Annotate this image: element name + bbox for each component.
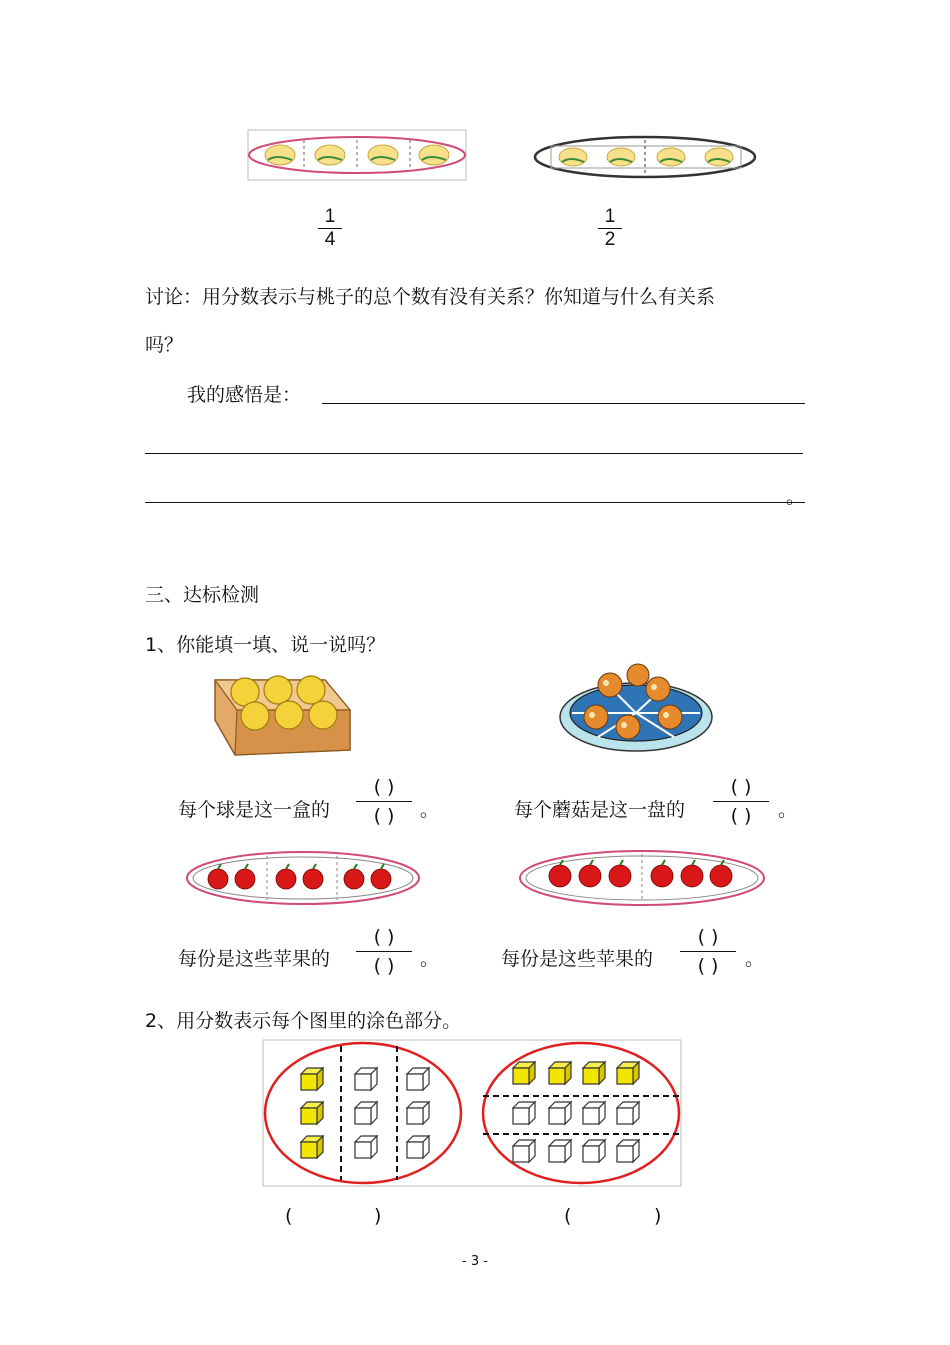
discussion-line-2: 吗？ <box>145 334 184 356</box>
blank-numerator[interactable]: ( ) <box>373 926 395 948</box>
peach-icon <box>368 145 398 165</box>
q1-item-apples-halves-end: 。 <box>745 948 765 970</box>
section-title: 三、达标检测 <box>145 584 260 606</box>
blank-denominator[interactable]: ( ) <box>730 805 752 827</box>
cube-icon <box>301 1136 323 1158</box>
reflection-answer-line-1[interactable] <box>322 403 805 404</box>
q1-item-apples-thirds-fraction[interactable] <box>356 925 412 978</box>
blank-numerator[interactable]: ( ) <box>373 776 395 798</box>
reflection-end-mark: 。 <box>786 486 806 508</box>
cube-icon <box>407 1068 429 1090</box>
cube-icon <box>301 1102 323 1124</box>
question-2: 2、用分数表示每个图里的涂色部分。 <box>145 1010 462 1032</box>
q1-item-ball-end: 。 <box>420 799 440 821</box>
peach-icon <box>607 148 635 166</box>
apple-icon <box>609 865 631 887</box>
reflection-answer-line-2[interactable] <box>145 453 803 454</box>
blank-denominator[interactable]: ( ) <box>373 805 395 827</box>
peach-icon <box>315 145 345 165</box>
blank-numerator[interactable]: ( ) <box>730 776 752 798</box>
question-1: 1、你能填一填、说一说吗？ <box>145 634 386 656</box>
peach-icon <box>705 148 733 166</box>
q1-item-apples-halves-text: 每份是这些苹果的 <box>501 948 654 970</box>
cube-icon <box>583 1140 605 1162</box>
blank-numerator[interactable]: ( ) <box>697 926 719 948</box>
fraction-bar <box>713 801 769 802</box>
q1-item-apples-halves-fraction[interactable] <box>680 925 736 978</box>
cube-icon <box>617 1102 639 1124</box>
apples-halves-figure <box>518 848 768 908</box>
reflection-label: 我的感悟是： <box>187 384 302 406</box>
cube-icon <box>617 1140 639 1162</box>
fraction-bar <box>356 801 412 802</box>
cube-icon <box>549 1102 571 1124</box>
q2-answer-1-open: ( <box>285 1205 293 1227</box>
cube-icon <box>513 1102 535 1124</box>
fraction-numerator: 1 <box>604 206 616 227</box>
fraction-denominator: 2 <box>604 229 616 250</box>
peaches-quarter-figure <box>248 130 468 182</box>
cube-icon <box>301 1068 323 1090</box>
q1-item-ball-text: 每个球是这一盒的 <box>178 799 331 821</box>
fraction-one-quarter <box>318 206 342 251</box>
peach-icon <box>265 145 295 165</box>
fraction-bar <box>680 951 736 952</box>
q2-answer-1-blank[interactable] <box>300 1205 370 1229</box>
page-number: - 3 - <box>462 1254 488 1269</box>
apple-icon <box>710 865 732 887</box>
ball-box-image <box>215 670 355 760</box>
reflection-answer-line-3[interactable] <box>145 502 805 503</box>
q2-answer-2-blank[interactable] <box>579 1205 649 1229</box>
q1-item-mushroom-fraction[interactable] <box>713 775 769 828</box>
fraction-bar <box>356 951 412 952</box>
apple-icon <box>651 865 673 887</box>
apple-icon <box>371 869 391 889</box>
cube-icon <box>355 1068 377 1090</box>
cube-icon <box>407 1136 429 1158</box>
apple-icon <box>579 865 601 887</box>
cube-icon <box>549 1062 571 1084</box>
blank-denominator[interactable]: ( ) <box>373 955 395 977</box>
q1-item-apples-thirds-end: 。 <box>420 948 440 970</box>
apple-icon <box>549 865 571 887</box>
blank-denominator[interactable]: ( ) <box>697 955 719 977</box>
q1-item-mushroom-end: 。 <box>778 799 798 821</box>
fraction-denominator: 4 <box>324 229 336 250</box>
q1-item-ball-fraction[interactable] <box>356 775 412 828</box>
q2-answer-2-open: ( <box>564 1205 572 1227</box>
discussion-line-1: 讨论：用分数表示与桃子的总个数有没有关系？你知道与什么有关系 <box>145 286 716 308</box>
apple-icon <box>681 865 703 887</box>
apple-icon <box>344 869 364 889</box>
peach-icon <box>657 148 685 166</box>
cube-icon <box>513 1140 535 1162</box>
q2-answer-1-close: ) <box>374 1205 382 1227</box>
cube-icon <box>355 1102 377 1124</box>
q1-item-apples-thirds-text: 每份是这些苹果的 <box>178 948 331 970</box>
q2-answer-2-close: ) <box>654 1205 662 1227</box>
peaches-half-figure <box>533 132 758 184</box>
peach-icon <box>419 145 449 165</box>
cubes-figure <box>263 1040 683 1188</box>
peach-icon <box>559 148 587 166</box>
cube-icon <box>355 1136 377 1158</box>
cube-icon <box>407 1102 429 1124</box>
apple-icon <box>208 869 228 889</box>
fraction-one-half <box>598 206 622 251</box>
q1-item-mushroom-text: 每个蘑菇是这一盘的 <box>514 799 686 821</box>
cube-icon <box>583 1062 605 1084</box>
apple-icon <box>276 869 296 889</box>
cube-icon <box>549 1140 571 1162</box>
cube-icon <box>583 1102 605 1124</box>
apple-icon <box>235 869 255 889</box>
cube-icon <box>617 1062 639 1084</box>
mushroom-plate-image <box>558 665 718 755</box>
fraction-numerator: 1 <box>324 206 336 227</box>
cube-icon <box>513 1062 535 1084</box>
apple-icon <box>303 869 323 889</box>
apples-thirds-figure <box>185 848 425 908</box>
